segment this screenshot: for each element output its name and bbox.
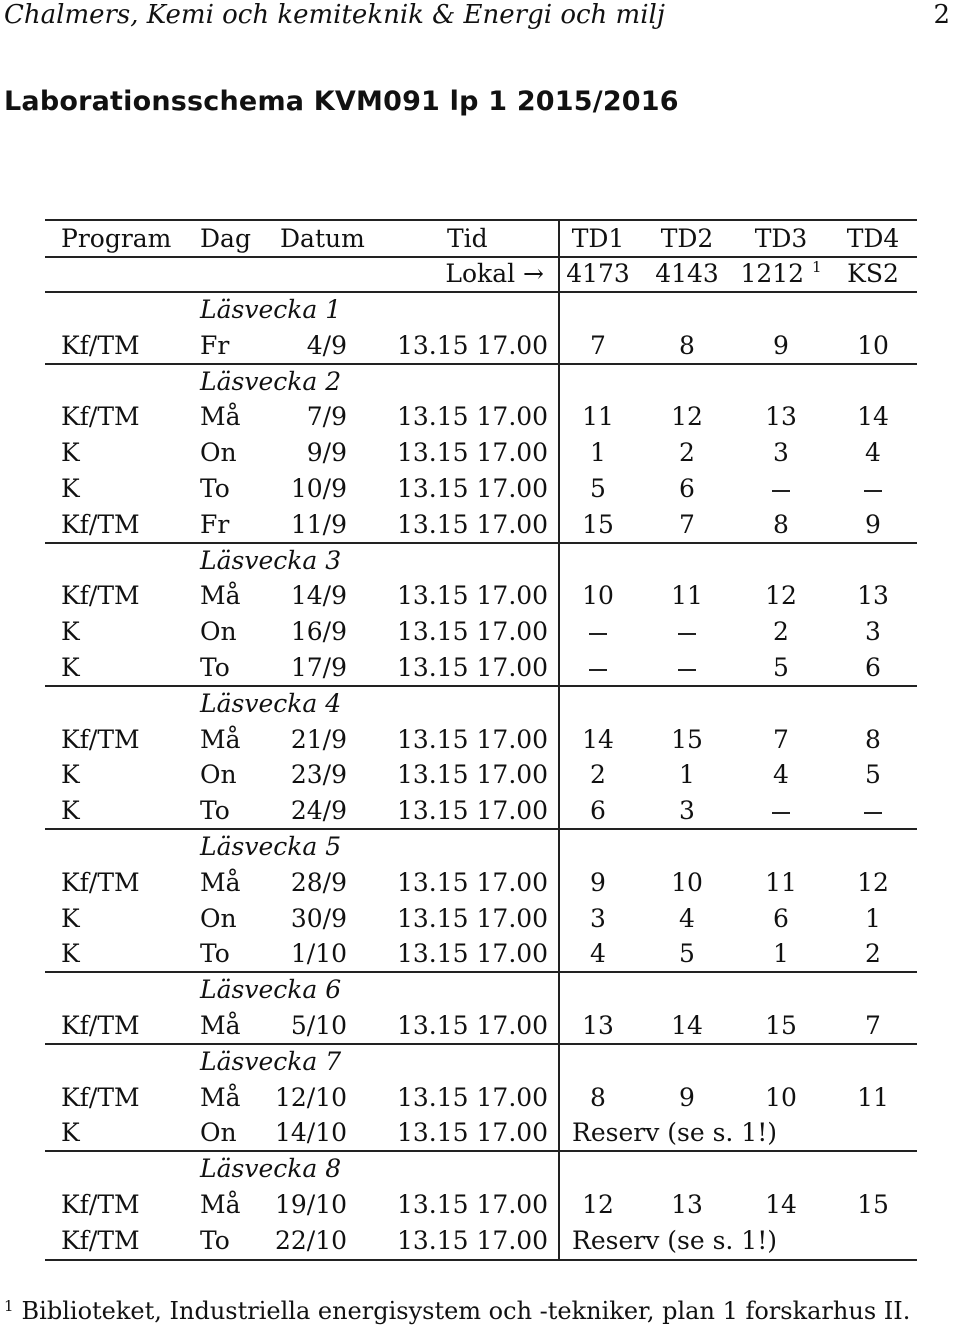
group-number: 12 <box>765 581 797 611</box>
week-label: Läsvecka 6 <box>200 975 342 1005</box>
room-footnote-mark: 1 <box>812 258 822 276</box>
group-number: 4 <box>679 903 695 933</box>
table-row <box>45 650 917 686</box>
group-number: 3 <box>865 617 881 647</box>
group-number: 4 <box>590 939 606 969</box>
table-row <box>45 1223 917 1259</box>
table-row <box>45 399 917 435</box>
cell-dag: Må <box>200 581 241 611</box>
cell-dag: To <box>200 796 230 826</box>
group-number: 3 <box>590 903 606 933</box>
footnote <box>4 1297 910 1325</box>
group-number: 10 <box>765 1082 797 1112</box>
lokal-label: Lokal → <box>445 259 544 288</box>
cell-datum: 24/9 <box>290 796 347 826</box>
group-number: 1 <box>773 939 789 969</box>
table-rule <box>45 363 917 365</box>
group-number: 10 <box>857 330 889 360</box>
dash-mark <box>589 669 607 671</box>
table-row <box>45 1008 917 1044</box>
cell-datum: 4/9 <box>306 330 347 360</box>
cell-program: K <box>61 653 80 682</box>
table-row <box>45 793 917 829</box>
dash-mark <box>772 490 790 492</box>
cell-program: K <box>61 760 80 790</box>
cell-dag: Fr <box>200 509 230 539</box>
table-row <box>45 1080 917 1116</box>
cell-tid: 13.15 17.00 <box>397 509 549 539</box>
group-number: 9 <box>773 330 789 360</box>
group-number: 13 <box>671 1190 703 1219</box>
group-number: 5 <box>590 474 606 503</box>
group-number: 15 <box>765 1011 797 1040</box>
table-rule <box>45 685 917 687</box>
cell-datum: 9/9 <box>306 438 347 468</box>
cell-tid: 13.15 17.00 <box>397 617 549 647</box>
cell-program: K <box>61 474 80 503</box>
cell-program: K <box>61 796 80 826</box>
week-row <box>45 543 917 579</box>
room-row <box>45 256 917 292</box>
group-number: 14 <box>671 1011 703 1040</box>
group-number: 7 <box>679 509 695 539</box>
week-label: Läsvecka 7 <box>200 1046 342 1076</box>
group-number: 7 <box>865 1011 881 1040</box>
table-row <box>45 901 917 937</box>
cell-tid: 13.15 17.00 <box>397 724 549 754</box>
dash-mark <box>589 633 607 635</box>
cell-dag: Må <box>200 1011 241 1040</box>
cell-datum: 19/10 <box>274 1190 347 1219</box>
cell-dag: Må <box>200 402 241 432</box>
cell-dag: Må <box>200 1190 241 1219</box>
group-number: 9 <box>590 867 606 897</box>
cell-datum: 23/9 <box>290 760 347 790</box>
cell-dag: On <box>200 903 237 933</box>
group-number: 5 <box>679 939 695 969</box>
week-row <box>45 292 917 328</box>
cell-datum: 11/9 <box>290 509 347 539</box>
group-number: 10 <box>671 867 703 897</box>
table-rule <box>45 1259 917 1261</box>
table-row <box>45 578 917 614</box>
cell-program: K <box>61 617 80 647</box>
cell-dag: Må <box>200 1082 241 1112</box>
cell-tid: 13.15 17.00 <box>397 1118 549 1148</box>
group-number: 6 <box>590 796 606 826</box>
dash-mark <box>678 633 696 635</box>
cell-dag: To <box>200 939 230 969</box>
week-label: Läsvecka 2 <box>200 366 342 396</box>
col-header-td2: TD2 <box>660 224 714 253</box>
cell-tid: 13.15 17.00 <box>397 1011 549 1040</box>
week-label: Läsvecka 1 <box>200 295 342 324</box>
group-number: 7 <box>773 724 789 754</box>
cell-datum: 12/10 <box>274 1082 347 1112</box>
cell-reserve: Reserv (se s. 1!) <box>572 1225 778 1255</box>
table-row <box>45 1187 917 1223</box>
group-number: 8 <box>679 330 695 360</box>
cell-program: K <box>61 939 80 969</box>
running-header-title: Chalmers, Kemi och kemiteknik & Energi och milj <box>4 0 665 30</box>
cell-dag: On <box>200 617 237 647</box>
group-number: 1 <box>679 760 695 790</box>
table-rule <box>45 1150 917 1152</box>
group-number: 6 <box>773 903 789 933</box>
cell-program: Kf/TM <box>61 1225 140 1255</box>
col-header-td3: TD3 <box>754 224 808 253</box>
table-row <box>45 328 917 364</box>
week-row <box>45 686 917 722</box>
footnote-mark: 1 <box>4 1297 14 1315</box>
group-number: 3 <box>773 438 789 468</box>
group-number: 4 <box>865 438 881 468</box>
group-number: 1 <box>590 438 606 468</box>
group-number: 5 <box>773 653 789 682</box>
group-number: 14 <box>857 402 889 432</box>
room-td4: KS2 <box>847 259 899 288</box>
cell-tid: 13.15 17.00 <box>397 760 549 790</box>
group-number: 9 <box>679 1082 695 1112</box>
group-number: 13 <box>582 1011 614 1040</box>
cell-program: Kf/TM <box>61 1190 140 1219</box>
table-rule <box>45 542 917 544</box>
group-number: 15 <box>671 724 703 754</box>
cell-datum: 7/9 <box>306 402 347 432</box>
table-row <box>45 614 917 650</box>
dash-mark <box>678 669 696 671</box>
cell-tid: 13.15 17.00 <box>397 939 549 969</box>
group-number: 12 <box>671 402 703 432</box>
header-rule <box>45 256 917 258</box>
week-row <box>45 1044 917 1080</box>
cell-tid: 13.15 17.00 <box>397 474 549 503</box>
page-title: Laborationsschema KVM091 lp 1 2015/2016 <box>4 86 679 117</box>
cell-program: K <box>61 438 80 468</box>
table-row <box>45 722 917 758</box>
group-number: 6 <box>865 653 881 682</box>
group-number: 11 <box>671 581 703 611</box>
table-row <box>45 507 917 543</box>
dash-mark <box>772 812 790 814</box>
cell-tid: 13.15 17.00 <box>397 402 549 432</box>
cell-datum: 16/9 <box>290 617 347 647</box>
dash-mark <box>864 490 882 492</box>
col-header-td1: TD1 <box>571 224 625 253</box>
group-number: 14 <box>765 1190 797 1219</box>
group-number: 1 <box>865 903 881 933</box>
group-number: 8 <box>865 724 881 754</box>
group-number: 4 <box>773 760 789 790</box>
group-number: 15 <box>857 1190 889 1219</box>
cell-program: K <box>61 903 80 933</box>
group-number: 8 <box>773 509 789 539</box>
group-number: 7 <box>590 330 606 360</box>
cell-dag: On <box>200 438 237 468</box>
cell-datum: 30/9 <box>290 903 347 933</box>
group-number: 6 <box>679 474 695 503</box>
week-label: Läsvecka 4 <box>200 688 342 718</box>
group-number: 13 <box>857 581 889 611</box>
cell-dag: On <box>200 1118 237 1148</box>
week-row <box>45 829 917 865</box>
page-header <box>0 0 960 36</box>
table-row <box>45 435 917 471</box>
week-label: Läsvecka 3 <box>200 545 342 575</box>
group-number: 2 <box>679 438 695 468</box>
cell-dag: Må <box>200 724 241 754</box>
cell-dag: On <box>200 760 237 790</box>
cell-program: Kf/TM <box>61 867 140 897</box>
cell-dag: To <box>200 1225 230 1255</box>
cell-dag: To <box>200 653 230 682</box>
cell-dag: Må <box>200 867 241 897</box>
dash-mark <box>864 812 882 814</box>
cell-program: Kf/TM <box>61 402 140 432</box>
table-row <box>45 936 917 972</box>
week-label: Läsvecka 8 <box>200 1154 342 1184</box>
cell-tid: 13.15 17.00 <box>397 1190 549 1219</box>
group-number: 15 <box>582 509 614 539</box>
group-number: 12 <box>582 1190 614 1219</box>
week-label: Läsvecka 5 <box>200 832 342 861</box>
group-number: 13 <box>765 402 797 432</box>
group-number: 8 <box>590 1082 606 1112</box>
group-number: 11 <box>765 867 797 897</box>
header-rule <box>45 291 917 293</box>
cell-dag: Fr <box>200 330 230 360</box>
group-number: 12 <box>857 867 889 897</box>
table-rule <box>45 1043 917 1045</box>
col-header-datum: Datum <box>280 224 365 253</box>
cell-datum: 14/9 <box>290 581 347 611</box>
cell-tid: 13.15 17.00 <box>397 330 549 360</box>
page-number: 2 <box>933 0 950 30</box>
footnote-text: Biblioteket, Industriella energisystem och -tekniker, plan 1 forskarhus II. <box>21 1297 911 1325</box>
cell-program: Kf/TM <box>61 330 140 360</box>
table-row <box>45 1115 917 1151</box>
group-number: 11 <box>857 1082 889 1112</box>
cell-tid: 13.15 17.00 <box>397 1225 549 1255</box>
table-row <box>45 865 917 901</box>
group-number: 10 <box>582 581 614 611</box>
group-number: 2 <box>865 939 881 969</box>
cell-datum: 10/9 <box>290 474 347 503</box>
table-row <box>45 471 917 507</box>
cell-program: Kf/TM <box>61 509 140 539</box>
cell-datum: 28/9 <box>290 867 347 897</box>
cell-tid: 13.15 17.00 <box>397 903 549 933</box>
cell-dag: To <box>200 474 230 503</box>
group-number: 9 <box>865 509 881 539</box>
group-number: 2 <box>590 760 606 790</box>
column-divider <box>558 219 560 1259</box>
col-header-dag: Dag <box>200 224 251 253</box>
cell-program: K <box>61 1118 80 1148</box>
table-row <box>45 757 917 793</box>
group-number: 14 <box>582 724 614 754</box>
cell-datum: 1/10 <box>290 939 347 969</box>
cell-tid: 13.15 17.00 <box>397 1082 549 1112</box>
cell-datum: 5/10 <box>290 1011 347 1040</box>
group-number: 3 <box>679 796 695 826</box>
cell-datum: 14/10 <box>274 1118 347 1148</box>
room-td2: 4143 <box>655 259 719 288</box>
col-header-program: Program <box>61 224 172 253</box>
cell-tid: 13.15 17.00 <box>397 581 549 611</box>
cell-program: Kf/TM <box>61 581 140 611</box>
week-row <box>45 972 917 1008</box>
col-header-tid: Tid <box>447 224 488 253</box>
cell-program: Kf/TM <box>61 1011 140 1040</box>
cell-program: Kf/TM <box>61 724 140 754</box>
cell-tid: 13.15 17.00 <box>397 867 549 897</box>
week-row <box>45 364 917 400</box>
col-header-td4: TD4 <box>846 224 900 253</box>
cell-tid: 13.15 17.00 <box>397 796 549 826</box>
room-td1: 4173 <box>566 259 630 288</box>
cell-datum: 22/10 <box>274 1225 347 1255</box>
group-number: 11 <box>582 402 614 432</box>
week-row <box>45 1151 917 1187</box>
cell-datum: 17/9 <box>290 653 347 682</box>
cell-program: Kf/TM <box>61 1082 140 1112</box>
cell-datum: 21/9 <box>290 724 347 754</box>
group-number: 5 <box>865 760 881 790</box>
room-td3: 1212 $^1$ <box>740 258 822 288</box>
table-rule <box>45 971 917 973</box>
cell-reserve: Reserv (se s. 1!) <box>572 1118 778 1148</box>
group-number: 2 <box>773 617 789 647</box>
cell-tid: 13.15 17.00 <box>397 653 549 682</box>
table-rule <box>45 828 917 830</box>
table-header-row <box>45 221 917 257</box>
cell-tid: 13.15 17.00 <box>397 438 549 468</box>
